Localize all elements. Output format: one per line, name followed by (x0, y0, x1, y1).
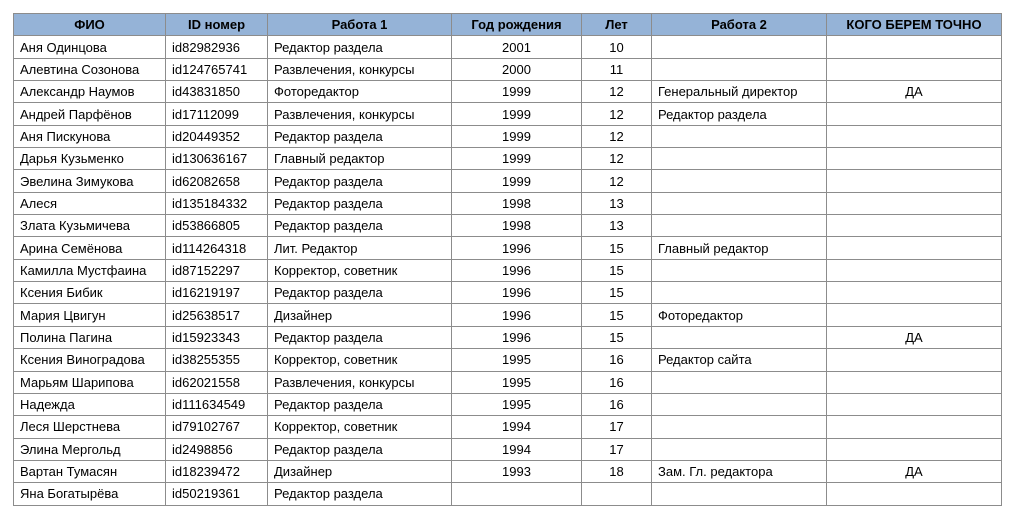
cell-job1[interactable]: Редактор раздела (268, 192, 452, 214)
cell-job1[interactable]: Редактор раздела (268, 170, 452, 192)
cell-birth-year[interactable]: 1995 (452, 349, 582, 371)
cell-job2[interactable]: Зам. Гл. редактора (652, 460, 827, 482)
cell-job2[interactable] (652, 215, 827, 237)
cell-selected[interactable] (827, 103, 1002, 125)
table-row (14, 393, 1002, 415)
spreadsheet-table (13, 13, 1002, 506)
cell-birth-year[interactable]: 2001 (452, 36, 582, 58)
cell-selected[interactable] (827, 192, 1002, 214)
cell-id[interactable]: id43831850 (166, 81, 268, 103)
cell-id[interactable]: id20449352 (166, 125, 268, 147)
cell-selected[interactable] (827, 259, 1002, 281)
cell-job1[interactable]: Фоторедактор (268, 81, 452, 103)
cell-fio[interactable]: Марьям Шарипова (14, 371, 166, 393)
cell-birth-year[interactable]: 1996 (452, 259, 582, 281)
cell-selected[interactable] (827, 215, 1002, 237)
cell-job1[interactable]: Редактор раздела (268, 125, 452, 147)
cell-selected[interactable] (827, 282, 1002, 304)
cell-job1[interactable]: Редактор раздела (268, 215, 452, 237)
cell-id[interactable]: id18239472 (166, 460, 268, 482)
cell-fio[interactable]: Элина Мергольд (14, 438, 166, 460)
cell-fio[interactable]: Дарья Кузьменко (14, 148, 166, 170)
cell-id[interactable]: id2498856 (166, 438, 268, 460)
cell-age[interactable]: 15 (582, 282, 652, 304)
cell-fio[interactable]: Эвелина Зимукова (14, 170, 166, 192)
cell-selected[interactable] (827, 148, 1002, 170)
cell-age[interactable]: 16 (582, 393, 652, 415)
header-cell-job1[interactable]: Работа 1 (268, 14, 452, 36)
cell-age[interactable]: 12 (582, 103, 652, 125)
cell-job2[interactable] (652, 259, 827, 281)
cell-birth-year[interactable]: 1996 (452, 282, 582, 304)
header-cell-fio[interactable]: ФИО (14, 14, 166, 36)
table-row (14, 125, 1002, 147)
cell-id[interactable]: id25638517 (166, 304, 268, 326)
cell-job2[interactable] (652, 416, 827, 438)
cell-job2[interactable]: Редактор сайта (652, 349, 827, 371)
cell-job2[interactable] (652, 36, 827, 58)
cell-id[interactable]: id17112099 (166, 103, 268, 125)
cell-id[interactable]: id15923343 (166, 326, 268, 348)
table-row (14, 58, 1002, 80)
cell-job1[interactable]: Редактор раздела (268, 483, 452, 505)
cell-job2[interactable]: Редактор раздела (652, 103, 827, 125)
cell-age[interactable]: 16 (582, 349, 652, 371)
cell-birth-year[interactable]: 1999 (452, 103, 582, 125)
cell-selected[interactable]: ДА (827, 326, 1002, 348)
table-row (14, 349, 1002, 371)
cell-birth-year[interactable]: 1994 (452, 416, 582, 438)
cell-selected[interactable] (827, 416, 1002, 438)
table-row (14, 371, 1002, 393)
cell-age[interactable]: 12 (582, 125, 652, 147)
cell-age[interactable]: 15 (582, 259, 652, 281)
cell-birth-year[interactable]: 1994 (452, 438, 582, 460)
table-body (14, 36, 1002, 505)
cell-birth-year[interactable]: 1996 (452, 304, 582, 326)
cell-fio[interactable]: Полина Пагина (14, 326, 166, 348)
cell-job1[interactable]: Главный редактор (268, 148, 452, 170)
cell-selected[interactable] (827, 349, 1002, 371)
cell-job2[interactable]: Генеральный директор (652, 81, 827, 103)
cell-selected[interactable] (827, 483, 1002, 505)
cell-selected[interactable]: ДА (827, 460, 1002, 482)
table-row (14, 282, 1002, 304)
table-row (14, 103, 1002, 125)
cell-fio[interactable]: Яна Богатырёва (14, 483, 166, 505)
table-row (14, 170, 1002, 192)
header-cell-job2[interactable]: Работа 2 (652, 14, 827, 36)
header-cell-selected[interactable]: КОГО БЕРЕМ ТОЧНО (827, 14, 1002, 36)
cell-fio[interactable]: Надежда (14, 393, 166, 415)
cell-age[interactable]: 12 (582, 148, 652, 170)
table-row (14, 237, 1002, 259)
cell-selected[interactable] (827, 58, 1002, 80)
cell-id[interactable]: id135184332 (166, 192, 268, 214)
cell-birth-year[interactable]: 1998 (452, 192, 582, 214)
cell-job2[interactable] (652, 148, 827, 170)
cell-birth-year[interactable]: 1998 (452, 215, 582, 237)
cell-job2[interactable] (652, 326, 827, 348)
cell-job2[interactable] (652, 125, 827, 147)
cell-selected[interactable] (827, 170, 1002, 192)
cell-job1[interactable]: Корректор, советник (268, 416, 452, 438)
cell-job1[interactable]: Редактор раздела (268, 438, 452, 460)
cell-fio[interactable]: Ксения Бибик (14, 282, 166, 304)
cell-fio[interactable]: Аня Пискунова (14, 125, 166, 147)
cell-birth-year[interactable]: 1999 (452, 148, 582, 170)
cell-selected[interactable] (827, 36, 1002, 58)
cell-birth-year[interactable]: 1995 (452, 371, 582, 393)
cell-job2[interactable] (652, 58, 827, 80)
cell-age[interactable]: 10 (582, 36, 652, 58)
table-row (14, 460, 1002, 482)
cell-age[interactable]: 15 (582, 237, 652, 259)
cell-job1[interactable]: Дизайнер (268, 304, 452, 326)
cell-fio[interactable]: Камилла Мустфаина (14, 259, 166, 281)
header-cell-id[interactable]: ID номер (166, 14, 268, 36)
cell-birth-year[interactable]: 1993 (452, 460, 582, 482)
cell-id[interactable]: id53866805 (166, 215, 268, 237)
cell-age[interactable] (582, 483, 652, 505)
cell-job2[interactable] (652, 483, 827, 505)
cell-job1[interactable]: Корректор, советник (268, 259, 452, 281)
table-row (14, 304, 1002, 326)
header-cell-birth-year[interactable]: Год рождения (452, 14, 582, 36)
cell-id[interactable]: id38255355 (166, 349, 268, 371)
cell-id[interactable]: id79102767 (166, 416, 268, 438)
cell-age[interactable]: 17 (582, 438, 652, 460)
table-row (14, 416, 1002, 438)
cell-job1[interactable]: Дизайнер (268, 460, 452, 482)
cell-age[interactable]: 11 (582, 58, 652, 80)
cell-id[interactable]: id16219197 (166, 282, 268, 304)
cell-job1[interactable]: Развлечения, конкурсы (268, 103, 452, 125)
cell-id[interactable]: id62021558 (166, 371, 268, 393)
cell-job2[interactable] (652, 393, 827, 415)
cell-job2[interactable]: Главный редактор (652, 237, 827, 259)
cell-fio[interactable]: Андрей Парфёнов (14, 103, 166, 125)
cell-age[interactable]: 12 (582, 170, 652, 192)
cell-fio[interactable]: Александр Наумов (14, 81, 166, 103)
cell-age[interactable]: 17 (582, 416, 652, 438)
cell-job1[interactable]: Развлечения, конкурсы (268, 371, 452, 393)
cell-job2[interactable] (652, 438, 827, 460)
cell-job1[interactable]: Редактор раздела (268, 36, 452, 58)
cell-job2[interactable] (652, 192, 827, 214)
cell-birth-year[interactable]: 2000 (452, 58, 582, 80)
cell-id[interactable]: id124765741 (166, 58, 268, 80)
cell-age[interactable]: 15 (582, 326, 652, 348)
cell-id[interactable]: id114264318 (166, 237, 268, 259)
cell-selected[interactable] (827, 438, 1002, 460)
cell-id[interactable]: id111634549 (166, 393, 268, 415)
cell-birth-year[interactable]: 1996 (452, 237, 582, 259)
cell-fio[interactable]: Алевтина Созонова (14, 58, 166, 80)
cell-job1[interactable]: Развлечения, конкурсы (268, 58, 452, 80)
table-row (14, 81, 1002, 103)
cell-birth-year[interactable] (452, 483, 582, 505)
cell-id[interactable]: id130636167 (166, 148, 268, 170)
cell-selected[interactable] (827, 237, 1002, 259)
cell-job2[interactable] (652, 282, 827, 304)
cell-age[interactable]: 18 (582, 460, 652, 482)
table-row (14, 438, 1002, 460)
cell-job2[interactable] (652, 371, 827, 393)
table-row (14, 36, 1002, 58)
cell-fio[interactable]: Алеся (14, 192, 166, 214)
cell-id[interactable]: id62082658 (166, 170, 268, 192)
cell-job2[interactable] (652, 170, 827, 192)
cell-fio[interactable]: Вартан Тумасян (14, 460, 166, 482)
table-row (14, 483, 1002, 505)
cell-selected[interactable] (827, 304, 1002, 326)
cell-birth-year[interactable]: 1999 (452, 170, 582, 192)
cell-fio[interactable]: Аня Одинцова (14, 36, 166, 58)
cell-job1[interactable]: Лит. Редактор (268, 237, 452, 259)
header-row (14, 14, 1002, 36)
table-row (14, 148, 1002, 170)
cell-selected[interactable]: ДА (827, 81, 1002, 103)
cell-age[interactable]: 13 (582, 192, 652, 214)
cell-age[interactable]: 15 (582, 304, 652, 326)
cell-fio[interactable]: Арина Семёнова (14, 237, 166, 259)
table-row (14, 215, 1002, 237)
cell-selected[interactable] (827, 393, 1002, 415)
table-row (14, 259, 1002, 281)
cell-id[interactable]: id50219361 (166, 483, 268, 505)
cell-job1[interactable]: Редактор раздела (268, 393, 452, 415)
cell-fio[interactable]: Мария Цвигун (14, 304, 166, 326)
cell-birth-year[interactable]: 1995 (452, 393, 582, 415)
cell-job1[interactable]: Корректор, советник (268, 349, 452, 371)
cell-fio[interactable]: Ксения Виноградова (14, 349, 166, 371)
cell-selected[interactable] (827, 125, 1002, 147)
cell-job2[interactable]: Фоторедактор (652, 304, 827, 326)
cell-birth-year[interactable]: 1999 (452, 81, 582, 103)
cell-age[interactable]: 13 (582, 215, 652, 237)
cell-fio[interactable]: Злата Кузьмичева (14, 215, 166, 237)
table-row (14, 326, 1002, 348)
cell-job1[interactable]: Редактор раздела (268, 282, 452, 304)
table-row (14, 192, 1002, 214)
cell-id[interactable]: id87152297 (166, 259, 268, 281)
cell-birth-year[interactable]: 1996 (452, 326, 582, 348)
cell-age[interactable]: 12 (582, 81, 652, 103)
header-cell-age[interactable]: Лет (582, 14, 652, 36)
cell-job1[interactable]: Редактор раздела (268, 326, 452, 348)
cell-birth-year[interactable]: 1999 (452, 125, 582, 147)
cell-selected[interactable] (827, 371, 1002, 393)
cell-age[interactable]: 16 (582, 371, 652, 393)
cell-id[interactable]: id82982936 (166, 36, 268, 58)
cell-fio[interactable]: Леся Шерстнева (14, 416, 166, 438)
